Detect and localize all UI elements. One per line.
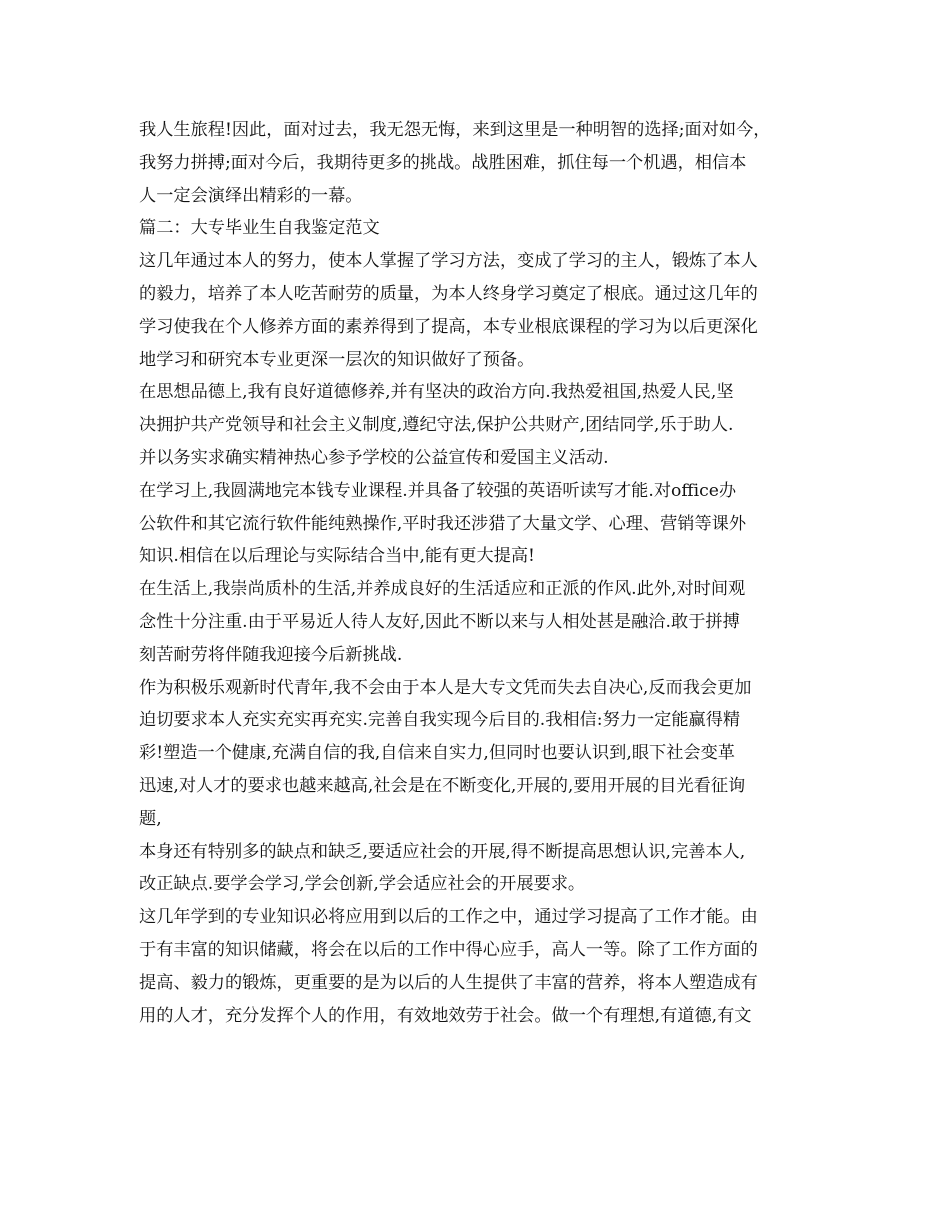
text-line: 的毅力，培养了本人吃苦耐劳的质量，为本人终身学习奠定了根底。通过这几年的 xyxy=(139,283,758,304)
text-line: 迫切要求本人充实充实再充实.完善自我实现今后目的.我相信:努力一定能赢得精 xyxy=(139,710,741,731)
text-line: 学习使我在个人修养方面的素养得到了提高，本专业根底课程的学习为以后更深化 xyxy=(139,316,758,337)
text-line: 用的人才，充分发挥个人的作用，有效地效劳于社会。做一个有理想,有道德,有文 xyxy=(139,1005,752,1026)
text-line: 本身还有特别多的缺点和缺乏,要适应社会的开展,得不断提高思想认识,完善本人, xyxy=(139,841,746,862)
text-line: 彩!塑造一个健康,充满自信的我,自信来自实力,但同时也要认识到,眼下社会变革 xyxy=(139,743,735,764)
text-line: 地学习和研究本专业更深一层次的知识做好了预备。 xyxy=(139,349,535,370)
text-line: 这几年通过本人的努力，使本人掌握了学习方法，变成了学习的主人，锻炼了本人 xyxy=(139,251,758,272)
text-line: 提高、毅力的锻炼，更重要的是为以后的人生提供了丰富的营养，将本人塑造成有 xyxy=(139,972,758,993)
section-heading: 篇二：大专毕业生自我鉴定范文 xyxy=(139,218,380,239)
text-line: 在生活上,我崇尚质朴的生活,并养成良好的生活适应和正派的作风.此外,对时间观 xyxy=(139,579,746,600)
text-line: 改正缺点.要学会学习,学会创新,学会适应社会的开展要求。 xyxy=(139,874,586,895)
document-body xyxy=(139,114,815,1032)
text-line: 决拥护共产党领导和社会主义制度,遵纪守法,保护公共财产,团结同学,乐于助人. xyxy=(139,415,734,436)
text-line: 题, xyxy=(139,808,162,829)
text-line: 这几年学到的专业知识必将应用到以后的工作之中，通过学习提高了工作才能。由 xyxy=(139,907,758,928)
text-line: 作为积极乐观新时代青年,我不会由于本人是大专文凭而失去自决心,反而我会更加 xyxy=(139,677,752,698)
text-line: 知识.相信在以后理论与实际结合当中,能有更大提高! xyxy=(139,546,535,567)
text-line: 我努力拼搏;面对今后，我期待更多的挑战。战胜困难，抓住每一个机遇，相信本 xyxy=(139,152,747,173)
text-line: 我人生旅程!因此，面对过去，我无怨无悔，来到这里是一种明智的选择;面对如今， xyxy=(139,120,771,140)
text-line: 公软件和其它流行软件能纯熟操作,平时我还涉猎了大量文学、心理、营销等课外 xyxy=(139,513,747,534)
text-line: 于有丰富的知识储藏，将会在以后的工作中得心应手，高人一等。除了工作方面的 xyxy=(139,939,758,960)
text-line: 刻苦耐劳将伴随我迎接今后新挑战. xyxy=(139,644,403,665)
text-line: 人一定会演绎出精彩的一幕。 xyxy=(139,185,363,206)
text-line: 迅速,对人才的要求也越来越高,社会是在不断变化,开展的,要用开展的目光看征询 xyxy=(139,775,746,796)
text-line: 在思想品德上,我有良好道德修养,并有坚决的政治方向.我热爱祖国,热爱人民,坚 xyxy=(139,382,734,403)
text-line: 念性十分注重.由于平易近人待人友好,因此不断以来与人相处甚是融洽.敢于拼搏 xyxy=(139,611,740,632)
text-line: 并以务实求确实精神热心参予学校的公益宣传和爱国主义活动. xyxy=(139,447,609,468)
text-line: 在学习上,我圆满地完本钱专业课程.并具备了较强的英语听读写才能.对office办 xyxy=(139,480,737,501)
